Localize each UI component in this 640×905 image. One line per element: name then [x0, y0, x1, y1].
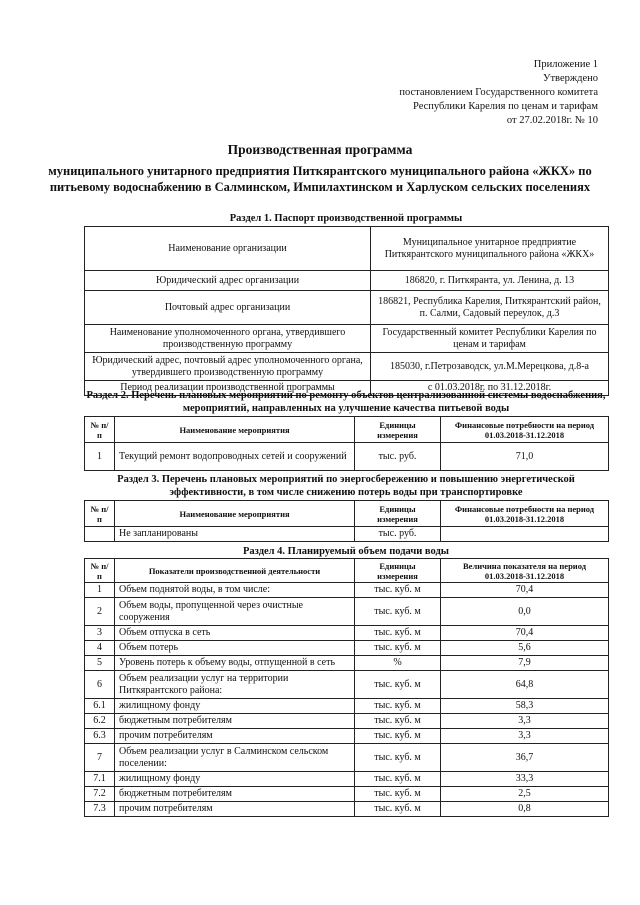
- col-value-header: Финансовые потребности на период 01.03.2018-31.12.2018: [441, 417, 609, 443]
- row-unit: тыс. куб. м: [355, 583, 441, 598]
- row-name: Объем поднятой воды, в том числе:: [115, 583, 355, 598]
- passport-value: Государственный комитет Республики Карелия по ценам и тарифам: [371, 325, 609, 353]
- section3-heading: Раздел 3. Перечень плановых мероприятий по энергосбережению и повышению энергетической эффективности, в том числе снижению потерь воды при транспортировке: [117, 474, 575, 498]
- approval-appendix: Приложение 1: [533, 59, 598, 70]
- row-unit: тыс. куб. м: [355, 744, 441, 772]
- row-unit: тыс. руб.: [355, 527, 441, 542]
- section2-heading: Раздел 2. Перечень плановых мероприятий по ремонту объектов централизованной системы водоснабжения, мероприятий, направленных на улучшение качества питьевой воды: [86, 390, 606, 414]
- water-supply-table: [84, 558, 609, 817]
- passport-value: с 01.03.2018г. по 31.12.2018г.: [371, 381, 609, 396]
- table-row: [85, 325, 609, 353]
- approval-committee: Республики Карелия по ценам и тарифам: [413, 101, 598, 112]
- col-unit-header: Единицы измерения: [355, 417, 441, 443]
- table-row: [85, 271, 609, 291]
- passport-value: Муниципальное унитарное предприятие Питкярантского муниципального района «ЖКХ»: [371, 227, 609, 271]
- energy-table: [84, 500, 609, 542]
- row-value: 3,3: [441, 729, 609, 744]
- section4-heading: Раздел 4. Планируемый объем подачи воды: [243, 546, 449, 557]
- col-num-header: № п/п: [85, 559, 115, 583]
- table-row: [85, 744, 609, 772]
- approval-date: от 27.02.2018г. № 10: [506, 115, 598, 126]
- row-value: 70,4: [441, 626, 609, 641]
- passport-label: Наименование уполномоченного органа, утвердившего производственную программу: [85, 325, 371, 353]
- col-name-header: Показатели производственной деятельности: [115, 559, 355, 583]
- row-value: 70,4: [441, 583, 609, 598]
- repair-table: [84, 416, 609, 471]
- table-header-row: [85, 501, 609, 527]
- table-row: [85, 656, 609, 671]
- col-num-header: № п/п: [85, 501, 115, 527]
- row-num: 3: [85, 626, 115, 641]
- col-name-header: Наименование мероприятия: [115, 501, 355, 527]
- table-row: [85, 729, 609, 744]
- row-unit: тыс. куб. м: [355, 641, 441, 656]
- table-row: [85, 626, 609, 641]
- passport-label: Юридический адрес, почтовый адрес уполномоченного органа, утвердившего производственную программу: [85, 353, 371, 381]
- col-value-header: Финансовые потребности на период 01.03.2018-31.12.2018: [441, 501, 609, 527]
- row-num: 4: [85, 641, 115, 656]
- row-value: 2,5: [441, 787, 609, 802]
- passport-label: Период реализации производственной программы: [85, 381, 371, 396]
- row-num: 6.3: [85, 729, 115, 744]
- row-unit: тыс. куб. м: [355, 787, 441, 802]
- row-unit: тыс. куб. м: [355, 772, 441, 787]
- row-value: 3,3: [441, 714, 609, 729]
- page-subtitle: муниципального унитарного предприятия Питкярантского муниципального района «ЖКХ» по питьевому водоснабжению в Салминском, Импилахтинском и Харлуском сельских поселениях: [48, 164, 592, 194]
- row-unit: тыс. куб. м: [355, 699, 441, 714]
- table-row: [85, 227, 609, 271]
- table-row: [85, 641, 609, 656]
- table-row: [85, 583, 609, 598]
- row-num: 6.2: [85, 714, 115, 729]
- passport-value: 185030, г.Петрозаводск, ул.М.Мерецкова, д.8-а: [371, 353, 609, 381]
- col-unit-header: Единицы измерения: [355, 559, 441, 583]
- row-name: жилищному фонду: [115, 772, 355, 787]
- row-name: Объем потерь: [115, 641, 355, 656]
- row-num: 6: [85, 671, 115, 699]
- table-row: [85, 443, 609, 471]
- row-name: Не запланированы: [115, 527, 355, 542]
- row-unit: тыс. куб. м: [355, 598, 441, 626]
- row-name: бюджетным потребителям: [115, 714, 355, 729]
- row-unit: тыс. руб.: [355, 443, 441, 471]
- col-value-header: Величина показателя на период 01.03.2018-31.12.2018: [441, 559, 609, 583]
- row-name: жилищному фонду: [115, 699, 355, 714]
- row-value: [441, 527, 609, 542]
- table-row: [85, 291, 609, 325]
- row-value: 71,0: [441, 443, 609, 471]
- row-num: 7: [85, 744, 115, 772]
- row-value: 0,8: [441, 802, 609, 817]
- row-name: прочим потребителям: [115, 802, 355, 817]
- table-header-row: [85, 559, 609, 583]
- passport-label: Юридический адрес организации: [85, 271, 371, 291]
- row-num: 1: [85, 443, 115, 471]
- row-name: Объем реализации услуг на территории Питкярантского района:: [115, 671, 355, 699]
- table-row: [85, 598, 609, 626]
- col-unit-header: Единицы измерения: [355, 501, 441, 527]
- row-name: Объем отпуска в сеть: [115, 626, 355, 641]
- row-num: 1: [85, 583, 115, 598]
- table-row: [85, 353, 609, 381]
- section1-heading: Раздел 1. Паспорт производственной программы: [229, 213, 463, 224]
- approval-block: [399, 58, 598, 128]
- row-name: Уровень потерь к объему воды, отпущенной в сеть: [115, 656, 355, 671]
- passport-value: 186820, г. Питкяранта, ул. Ленина, д. 13: [371, 271, 609, 291]
- row-value: 33,3: [441, 772, 609, 787]
- row-value: 36,7: [441, 744, 609, 772]
- row-name: прочим потребителям: [115, 729, 355, 744]
- approval-decree: постановлением Государственного комитета: [399, 87, 598, 98]
- row-unit: тыс. куб. м: [355, 729, 441, 744]
- row-name: Текущий ремонт водопроводных сетей и сооружений: [115, 443, 355, 471]
- passport-table: [84, 226, 609, 396]
- row-num: 7.3: [85, 802, 115, 817]
- passport-label: Почтовый адрес организации: [85, 291, 371, 325]
- row-name: Объем воды, пропущенной через очистные сооружения: [115, 598, 355, 626]
- table-row: [85, 699, 609, 714]
- row-num: [85, 527, 115, 542]
- approval-approved: Утверждено: [543, 73, 598, 84]
- row-name: Объем реализации услуг в Салминском сельском поселении:: [115, 744, 355, 772]
- passport-value: 186821, Республика Карелия, Питкярантский район, п. Салми, Садовый переулок, д.3: [371, 291, 609, 325]
- row-value: 5,6: [441, 641, 609, 656]
- table-row: [85, 772, 609, 787]
- row-name: бюджетным потребителям: [115, 787, 355, 802]
- row-unit: тыс. куб. м: [355, 626, 441, 641]
- col-num-header: № п/п: [85, 417, 115, 443]
- passport-label: Наименование организации: [85, 227, 371, 271]
- row-num: 7.2: [85, 787, 115, 802]
- row-unit: %: [355, 656, 441, 671]
- row-unit: тыс. куб. м: [355, 802, 441, 817]
- row-num: 2: [85, 598, 115, 626]
- table-row: [85, 527, 609, 542]
- row-num: 5: [85, 656, 115, 671]
- row-value: 0,0: [441, 598, 609, 626]
- row-num: 7.1: [85, 772, 115, 787]
- row-value: 64,8: [441, 671, 609, 699]
- row-unit: тыс. куб. м: [355, 714, 441, 729]
- row-num: 6.1: [85, 699, 115, 714]
- table-row: [85, 802, 609, 817]
- col-name-header: Наименование мероприятия: [115, 417, 355, 443]
- row-value: 7,9: [441, 656, 609, 671]
- row-unit: тыс. куб. м: [355, 671, 441, 699]
- table-row: [85, 714, 609, 729]
- row-value: 58,3: [441, 699, 609, 714]
- table-row: [85, 671, 609, 699]
- table-row: [85, 787, 609, 802]
- page-title: Производственная программа: [227, 142, 413, 157]
- table-header-row: [85, 417, 609, 443]
